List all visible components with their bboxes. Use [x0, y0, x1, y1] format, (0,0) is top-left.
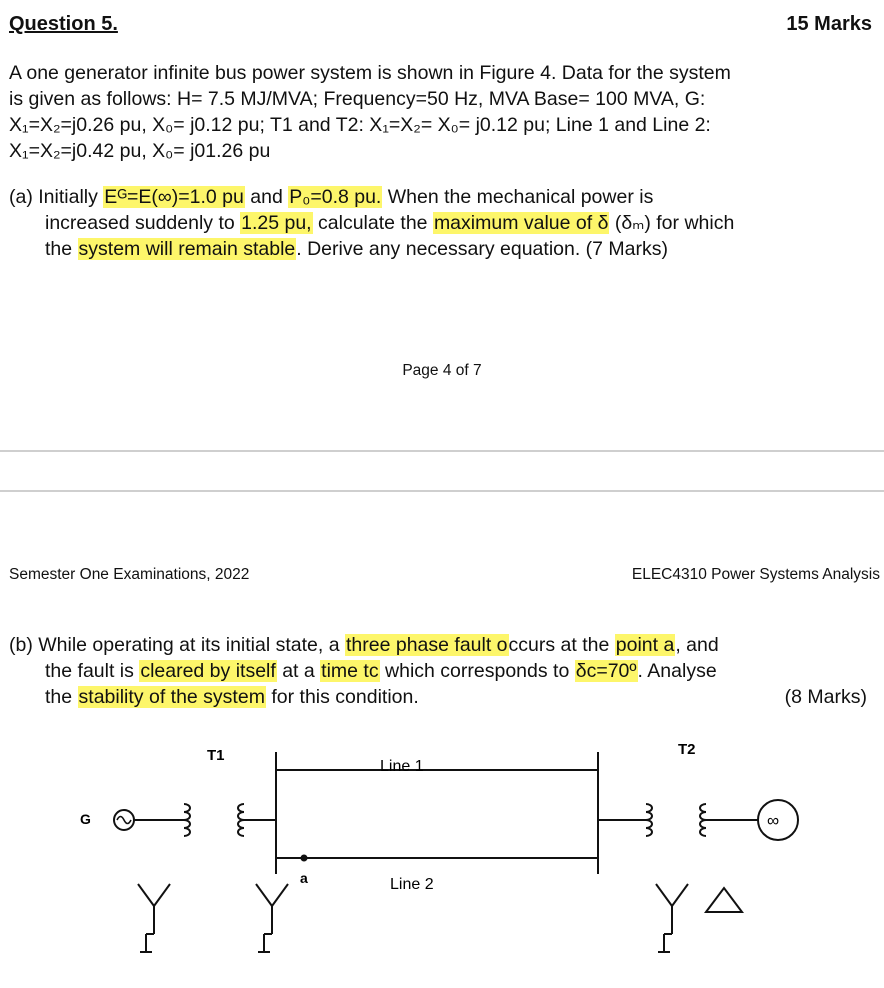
highlight: time tᴄ — [321, 660, 379, 682]
highlight: point a — [615, 634, 675, 656]
label-t1: T1 — [207, 747, 225, 764]
highlight: cleared by itself — [140, 660, 276, 682]
label-infinite: ∞ — [767, 811, 780, 830]
intro-line: A one generator infinite bus power system is shown in Figure 4. Data for the system — [9, 62, 731, 84]
footer-right: ELEC4310 Power Systems Analysis — [631, 566, 880, 583]
label-g: G — [80, 811, 91, 827]
page-divider — [0, 490, 884, 492]
part-a-line-2: increased suddenly to 1.25 pu, calculate the maximum value of δ (δₘ) for which — [45, 212, 735, 234]
page-divider — [0, 450, 884, 452]
t2-primary-coil — [646, 804, 652, 836]
highlight: P₀=0.8 pu. — [289, 186, 382, 208]
intro-line: is given as follows: H= 7.5 MJ/MVA; Frequency=50 Hz, MVA Base= 100 MVA, G: — [9, 88, 706, 110]
t1-primary-coil — [184, 804, 190, 836]
intro-line: X₁=X₂=j0.42 pu, X₀= j01.26 pu — [9, 140, 271, 162]
highlight: maximum value of δ — [433, 212, 609, 234]
power-system-diagram — [60, 738, 850, 978]
part-b-line-2: the fault is cleared by itself at a time tᴄ which corresponds to δᴄ=70º. Analyse — [45, 660, 717, 682]
t1-secondary-coil — [238, 804, 244, 836]
part-a-line-3: the system will remain stable. Derive any necessary equation. (7 Marks) — [45, 238, 669, 260]
highlight: Eᴳ=E(∞)=1.0 pu — [104, 186, 244, 208]
t2-wye-grounded-icon — [656, 884, 688, 952]
t1-secondary-wye-grounded-icon — [256, 884, 288, 952]
label-line-1: Line 1 — [380, 758, 424, 775]
t2-secondary-coil — [700, 804, 706, 836]
highlight: three phase fault o — [346, 634, 508, 656]
label-point-a: a — [300, 870, 308, 886]
highlight: system will remain stable — [78, 238, 296, 260]
highlight: stability of the system — [78, 686, 265, 708]
page-number: Page 4 of 7 — [402, 362, 482, 379]
question-marks: 15 Marks — [786, 13, 872, 35]
part-b — [9, 632, 867, 710]
question-title: Question 5. — [9, 13, 118, 35]
part-b-line-1: (b) While operating at its initial state, a three phase fault occurs at the point a, and — [9, 634, 719, 656]
highlight: δᴄ=70º — [575, 660, 637, 682]
label-line-2: Line 2 — [390, 876, 434, 893]
fault-point-a — [301, 855, 308, 862]
t2-delta-icon — [706, 888, 742, 912]
part-b-marks: (8 Marks) — [784, 686, 867, 708]
footer-left: Semester One Examinations, 2022 — [9, 566, 250, 583]
intro-line: X₁=X₂=j0.26 pu, X₀= j0.12 pu; T1 and T2: X₁=X₂= X₀= j0.12 pu; Line 1 and Line 2: — [9, 114, 711, 136]
label-t2: T2 — [678, 741, 696, 758]
t1-primary-wye-grounded-icon — [138, 884, 170, 952]
part-b-line-3: the stability of the system for this condition. (8 Marks) — [45, 686, 867, 708]
intro-paragraph — [9, 60, 867, 164]
highlight: 1.25 pu, — [241, 212, 312, 234]
part-a-line-1: (a) Initially Eᴳ=E(∞)=1.0 pu and P₀=0.8 pu. When the mechanical power is — [9, 186, 654, 208]
part-a — [9, 184, 867, 262]
